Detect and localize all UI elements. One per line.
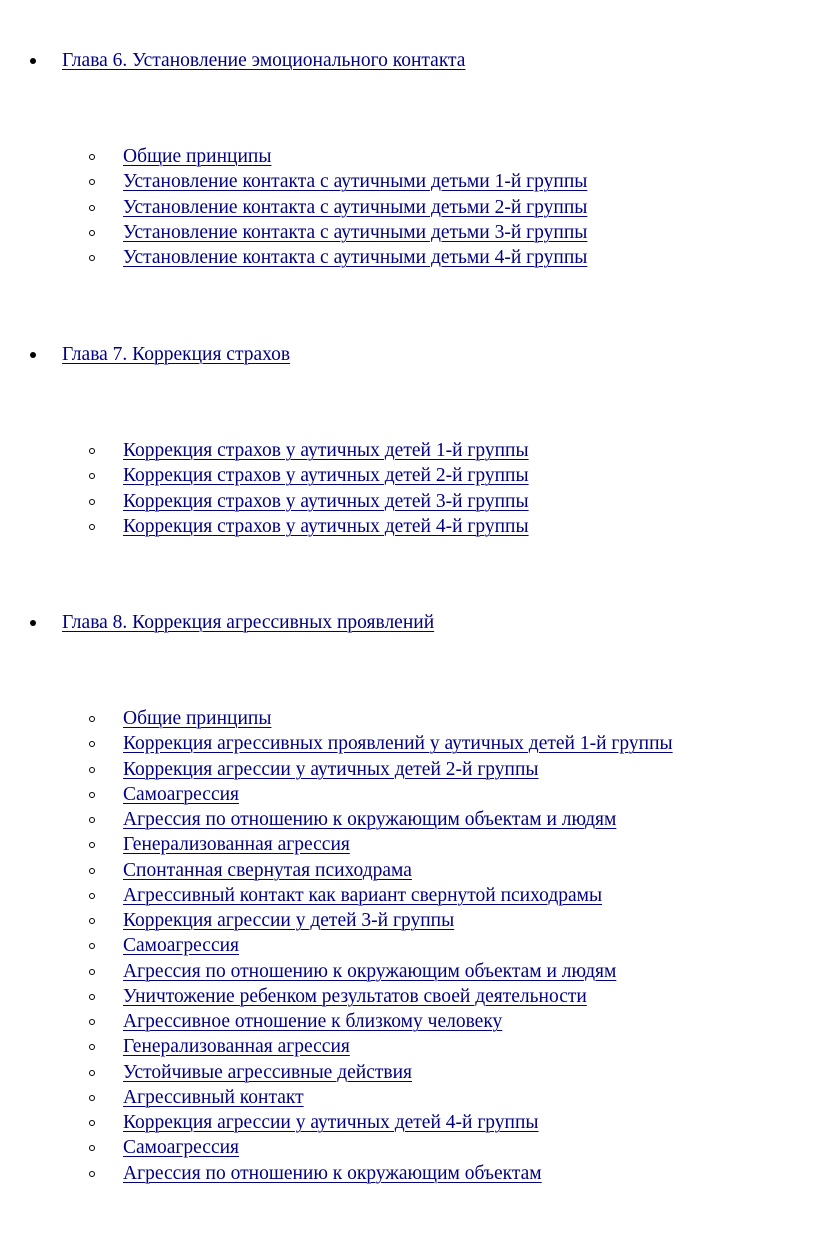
bullet-circle-icon: [89, 918, 95, 924]
list-item: [0, 933, 816, 958]
list-item: [0, 1060, 816, 1085]
sub-link[interactable]: Коррекция агрессии у детей 3-й группы: [123, 910, 455, 931]
chapter-item: [0, 610, 816, 636]
chapter-6-link[interactable]: Глава 6. Установление эмоционального контакта: [62, 50, 466, 71]
list-item: [0, 1110, 816, 1135]
list-item: [0, 908, 816, 933]
sub-link[interactable]: Самоагрессия: [123, 1137, 240, 1159]
sub-link[interactable]: Общие принципы: [123, 146, 272, 167]
bullet-circle-icon: [89, 230, 95, 236]
list-item: [0, 169, 816, 194]
chapter-7-link[interactable]: Глава 7. Коррекция страхов: [62, 344, 291, 365]
bullet-circle-icon: [89, 154, 95, 160]
list-item: [0, 220, 816, 245]
list-item: [0, 858, 816, 883]
bullet-circle-icon: [89, 792, 95, 798]
list-item: [0, 144, 816, 169]
list-item: [0, 984, 816, 1009]
bullet-circle-icon: [89, 179, 95, 185]
list-item: [0, 463, 816, 488]
bullet-disc-icon: [30, 620, 36, 626]
bullet-circle-icon: [89, 893, 95, 899]
chapter-7-sublist: [0, 438, 816, 539]
chapter-item: [0, 48, 816, 74]
sub-link[interactable]: Коррекция агрессивных проявлений у аутичных детей 1-й группы: [123, 733, 673, 755]
list-item: [0, 731, 816, 756]
bullet-circle-icon: [89, 817, 95, 823]
bullet-circle-icon: [89, 1171, 95, 1177]
sub-link[interactable]: Генерализованная агрессия: [123, 1036, 350, 1058]
bullet-circle-icon: [89, 499, 95, 505]
list-item: [0, 1085, 816, 1110]
bullet-circle-icon: [89, 994, 95, 1000]
list-item: [0, 1009, 816, 1034]
bullet-circle-icon: [89, 255, 95, 261]
sub-link[interactable]: Коррекция страхов у аутичных детей 1-й группы: [123, 440, 529, 461]
sub-link[interactable]: Общие принципы: [123, 708, 272, 729]
sub-link[interactable]: Агрессия по отношению к окружающим объектам и людям: [123, 809, 617, 830]
sub-link[interactable]: Устойчивые агрессивные действия: [123, 1061, 413, 1083]
sub-link[interactable]: Уничтожение ребенком результатов своей деятельности: [123, 985, 587, 1007]
bullet-circle-icon: [89, 1120, 95, 1126]
list-item: [0, 706, 816, 731]
sub-link[interactable]: Установление контакта с аутичными детьми 3-й группы: [123, 221, 588, 243]
sub-link[interactable]: Агрессивное отношение к близкому человеку: [123, 1011, 503, 1032]
list-item: [0, 514, 816, 539]
sub-link[interactable]: Агрессивный контакт: [123, 1086, 304, 1108]
chapter-6-sublist: [0, 144, 816, 270]
bullet-circle-icon: [89, 473, 95, 479]
bullet-circle-icon: [89, 1095, 95, 1101]
chapter-6: [0, 48, 816, 74]
bullet-circle-icon: [89, 205, 95, 211]
list-item: [0, 245, 816, 270]
bullet-circle-icon: [89, 1019, 95, 1025]
list-item: [0, 832, 816, 857]
bullet-circle-icon: [89, 943, 95, 949]
sub-link[interactable]: Агрессивный контакт как вариант свернутой психодрамы: [123, 884, 603, 906]
sub-link[interactable]: Коррекция агрессии у аутичных детей 4-й группы: [123, 1112, 539, 1133]
list-item: [0, 1135, 816, 1160]
list-item: [0, 883, 816, 908]
list-item: [0, 959, 816, 984]
list-item: [0, 195, 816, 220]
bullet-disc-icon: [30, 58, 36, 64]
sub-link[interactable]: Коррекция агрессии у аутичных детей 2-й группы: [123, 758, 539, 780]
bullet-circle-icon: [89, 741, 95, 747]
bullet-circle-icon: [89, 842, 95, 848]
bullet-circle-icon: [89, 716, 95, 722]
list-item: [0, 438, 816, 463]
bullet-circle-icon: [89, 969, 95, 975]
bullet-circle-icon: [89, 868, 95, 874]
sub-link[interactable]: Установление контакта с аутичными детьми 1-й группы: [123, 171, 588, 193]
chapter-7: [0, 342, 816, 368]
sub-link[interactable]: Самоагрессия: [123, 935, 240, 957]
sub-link[interactable]: Генерализованная агрессия: [123, 834, 350, 856]
sub-link[interactable]: Агрессия по отношению к окружающим объектам и людям: [123, 960, 617, 982]
list-item: [0, 807, 816, 832]
bullet-circle-icon: [89, 448, 95, 454]
chapter-8-sublist: [0, 706, 816, 1186]
sub-link[interactable]: Коррекция страхов у аутичных детей 2-й группы: [123, 465, 529, 487]
list-item: [0, 1034, 816, 1059]
sub-link[interactable]: Установление контакта с аутичными детьми 4-й группы: [123, 247, 588, 268]
sub-link[interactable]: Спонтанная свернутая психодрама: [123, 859, 412, 881]
bullet-circle-icon: [89, 1070, 95, 1076]
sub-link[interactable]: Агрессия по отношению к окружающим объектам: [123, 1162, 542, 1184]
list-item: [0, 1161, 816, 1186]
sub-link[interactable]: Установление контакта с аутичными детьми 2-й группы: [123, 196, 588, 218]
bullet-circle-icon: [89, 1145, 95, 1151]
sub-link[interactable]: Коррекция страхов у аутичных детей 4-й группы: [123, 515, 529, 537]
bullet-circle-icon: [89, 1044, 95, 1050]
chapter-8: [0, 610, 816, 636]
bullet-disc-icon: [30, 352, 36, 358]
sub-link[interactable]: Самоагрессия: [123, 783, 240, 805]
sub-link[interactable]: Коррекция страхов у аутичных детей 3-й группы: [123, 490, 529, 512]
list-item: [0, 757, 816, 782]
list-item: [0, 782, 816, 807]
chapter-item: [0, 342, 816, 368]
list-item: [0, 489, 816, 514]
bullet-circle-icon: [89, 767, 95, 773]
bullet-circle-icon: [89, 524, 95, 530]
chapter-8-link[interactable]: Глава 8. Коррекция агрессивных проявлений: [62, 612, 435, 633]
